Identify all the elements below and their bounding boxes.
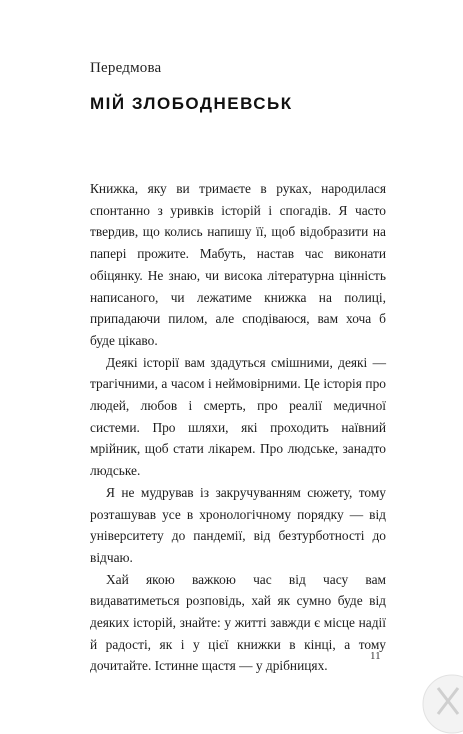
section-label: Передмова — [90, 60, 162, 76]
paragraph-2: Деякі історії вам здадуться смішними, деякі — трагічними, а часом і неймовірними. Це історія про людей, любов і смерть, про реалії медичної системи. Про шляхи, які проходить наївний мрійник, щоб стати лікарем. Про людське, занадто людське. — [90, 354, 386, 479]
page-number: 11 — [370, 650, 381, 662]
paragraph-1: Книжка, яку ви тримаєте в руках, народилася спонтанно з уривків історій і спогадів. Я часто твердив, що колись напишу її, щоб відобразити на папері прожите. Мабуть, настав час виконати обіцянку. Не знаю, чи висока літературна цінність написаного, чи лежатиме книжка на полиці, припадаючи пилом, але сподіваюся, вам хоча б буде цікаво. — [90, 181, 386, 348]
paragraph-4: Хай якою важкою час від часу вам видаватиметься розповідь, хай як сумно буде від деяких історій, знайте: у житті завжди є місце надії й радості, як і у цієї книжки в кінці, а тому дочитайте. Істинне щастя — у дрібницях. — [90, 571, 386, 674]
body-text — [90, 178, 386, 677]
paragraph-3: Я не мудрував із закручуванням сюжету, тому розташував усе в хронологічному порядку — від університету до пандемії, від безтурботності до відчаю. — [90, 484, 386, 565]
x-watermark-icon — [422, 674, 463, 734]
chapter-title: МІЙ ЗЛОБОДНЕВСЬК — [90, 94, 293, 113]
